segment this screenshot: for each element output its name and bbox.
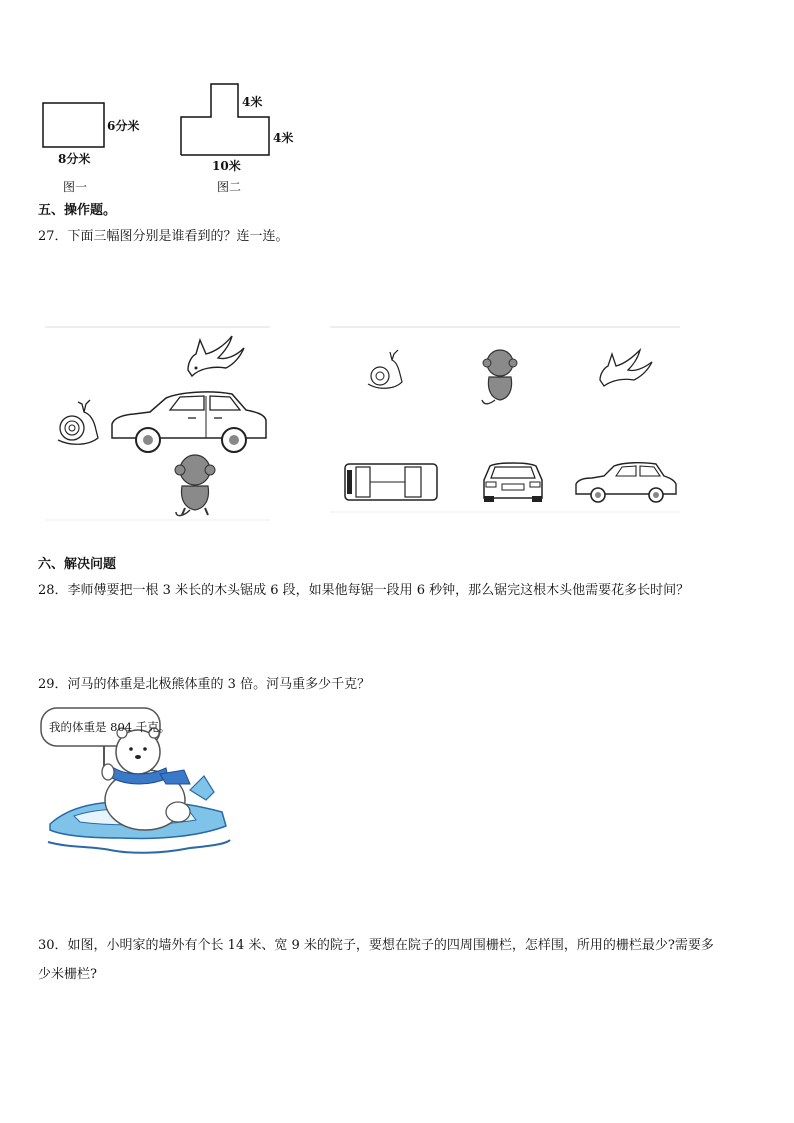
section6-heading: 六、解决问题 bbox=[38, 557, 117, 572]
bear-sign-text: 我的体重是 804 千克。 bbox=[49, 720, 171, 734]
fig1-height-label: 6分米 bbox=[107, 119, 140, 133]
fig1-caption: 图一 bbox=[63, 180, 88, 194]
question-27: 27．下面三幅图分别是谁看到的？连一连。 bbox=[38, 229, 289, 244]
fig2-top-label: 4米 bbox=[242, 95, 263, 109]
question-30-line1: 30．如图，小明家的墙外有个长 14 米、宽 9 米的院子，要想在院子的四周围栅栏，怎样围，所用的栅栏最少?需要多 bbox=[38, 938, 714, 953]
question-28: 28．李师傅要把一根 3 米长的木头锯成 6 段，如果他每锯一段用 6 秒钟，那么锯完这根木头他需要花多长时间？ bbox=[38, 583, 690, 598]
question-30-line2: 少米栅栏? bbox=[38, 967, 97, 982]
section5-heading: 五、操作题。 bbox=[38, 203, 117, 218]
fig2-caption: 图二 bbox=[217, 180, 242, 194]
fig2-bottom-label: 10米 bbox=[212, 159, 241, 173]
question-29: 29．河马的体重是北极熊体重的 3 倍。河马重多少千克？ bbox=[38, 677, 371, 692]
fig1-width-label: 8分米 bbox=[58, 152, 91, 166]
fig2-right-label: 4米 bbox=[273, 131, 294, 145]
